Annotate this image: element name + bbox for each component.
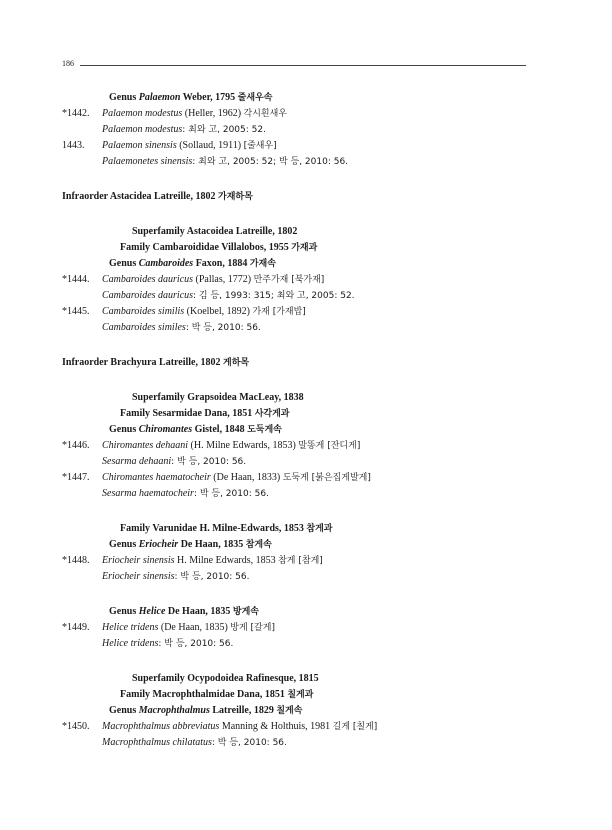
reference-citation: : 박 등, 2010: 56. <box>158 639 234 649</box>
reference-name: Cambaroides similes <box>102 322 186 333</box>
reference-name: Eriocheir sinensis <box>102 571 175 582</box>
species-name: Chiromantes dehaani <box>102 440 189 451</box>
genus-prefix: Genus <box>109 705 139 716</box>
reference-citation: : 최와 고, 2005: 52. <box>182 125 266 135</box>
species-number: *1442. <box>62 108 90 119</box>
species-korean-name: 만주가재 [북가재] <box>253 275 325 285</box>
genus-name: Palaemon <box>138 92 181 103</box>
species-number: *1444. <box>62 274 90 285</box>
infraorder-korean-name: 게하목 <box>223 358 250 368</box>
family-name: Family Cambaroididae Villalobos, 1955 <box>120 242 289 253</box>
infraorder-heading <box>62 355 532 371</box>
family-name: Family Macrophthalmidae Dana, 1851 <box>120 689 285 700</box>
species-reference <box>62 288 532 304</box>
genus-heading <box>62 604 532 620</box>
genus-heading <box>62 703 532 719</box>
reference-citation: : 최와 고, 2005: 52; 박 등, 2010: 56. <box>192 157 349 167</box>
family-name: Family Sesarmidae Dana, 1851 <box>120 408 253 419</box>
section-gap <box>62 371 532 390</box>
species-name: Palaemon modestus <box>102 108 183 119</box>
species-korean-name: 각시흰새우 <box>243 109 288 119</box>
reference-citation: : 김 등, 1993: 315; 최와 고, 2005: 52. <box>193 291 355 301</box>
section-gap <box>62 585 532 604</box>
reference-citation: : 박 등, 2010: 56. <box>185 323 261 333</box>
species-entry <box>62 620 532 636</box>
species-number: *1449. <box>62 622 90 633</box>
species-korean-name: [줄새우] <box>243 141 277 151</box>
family-korean-name: 참게과 <box>306 524 333 534</box>
infraorder-name: Infraorder Brachyura Latreille, 1802 <box>62 357 221 368</box>
genus-name: Eriocheir <box>138 539 179 550</box>
genus-prefix: Genus <box>109 606 139 617</box>
genus-heading <box>62 537 532 553</box>
species-number: *1450. <box>62 721 90 732</box>
species-entry <box>62 106 532 122</box>
section-gap <box>62 502 532 521</box>
genus-korean-name: 도둑게속 <box>247 425 282 435</box>
species-name: Palaemon sinensis <box>102 140 177 151</box>
species-body <box>102 553 323 569</box>
species-body <box>102 106 287 122</box>
species-korean-name: 말똥게 [잔디게] <box>298 441 361 451</box>
species-authority: H. Milne Edwards, 1853 <box>174 555 279 566</box>
genus-name: Chiromantes <box>138 424 193 435</box>
genus-authority: Gistel, 1848 <box>192 424 245 435</box>
family-heading <box>62 240 532 256</box>
genus-korean-name: 줄새우속 <box>237 93 273 103</box>
genus-authority: Faxon, 1884 <box>193 258 248 269</box>
species-authority: (Heller, 1962) <box>182 108 244 119</box>
species-entry <box>62 553 532 569</box>
species-reference <box>62 486 532 502</box>
reference-name: Palaemonetes sinensis <box>102 156 193 167</box>
reference-citation: : 박 등, 2010: 56. <box>211 738 287 748</box>
genus-heading <box>62 422 532 438</box>
species-korean-name: 참게 [참게] <box>278 556 323 566</box>
species-authority: (Pallas, 1772) <box>193 274 254 285</box>
genus-prefix: Genus <box>109 258 139 269</box>
reference-citation: : 박 등, 2010: 56. <box>174 572 250 582</box>
superfamily-heading: Superfamily Ocypodoidea Rafinesque, 1815 <box>132 673 319 684</box>
species-korean-name: 길게 [칠게] <box>332 722 378 732</box>
species-number: *1446. <box>62 440 90 451</box>
reference-name: Helice tridens <box>102 638 159 649</box>
genus-prefix: Genus <box>109 424 139 435</box>
species-body <box>102 304 306 320</box>
species-entry <box>62 470 532 486</box>
species-body <box>102 272 324 288</box>
family-heading <box>62 406 532 422</box>
species-name: Chiromantes haematocheir <box>102 472 211 483</box>
species-name: Cambaroides dauricus <box>102 274 194 285</box>
species-authority: (De Haan, 1833) <box>210 472 283 483</box>
species-entry <box>62 304 532 320</box>
species-korean-name: 방게 [갈게] <box>230 623 275 633</box>
superfamily-heading: Superfamily Astacoidea Latreille, 1802 <box>132 226 298 237</box>
section-gap <box>62 170 532 189</box>
genus-authority: Weber, 1795 <box>180 92 236 103</box>
genus-heading <box>62 256 532 272</box>
species-body <box>102 438 360 454</box>
species-body <box>102 620 275 636</box>
species-authority: (H. Milne Edwards, 1853) <box>188 440 299 451</box>
species-name: Macrophthalmus abbreviatus <box>102 721 220 732</box>
genus-korean-name: 칠게속 <box>276 706 303 716</box>
species-reference <box>62 735 532 751</box>
genus-authority: De Haan, 1835 <box>165 606 231 617</box>
reference-citation: : 박 등, 2010: 56. <box>171 457 247 467</box>
reference-citation: : 박 등, 2010: 56. <box>193 489 269 499</box>
species-body <box>102 719 377 735</box>
species-authority: Manning & Holthuis, 1981 <box>219 721 333 732</box>
species-entry <box>62 719 532 735</box>
species-name: Helice tridens <box>102 622 159 633</box>
genus-authority: De Haan, 1835 <box>178 539 244 550</box>
species-korean-name: 도둑게 [붉은집게발게] <box>282 473 371 483</box>
header-rule <box>80 65 526 66</box>
species-authority: (De Haan, 1835) <box>158 622 231 633</box>
reference-name: Palaemon modestus <box>102 124 183 135</box>
reference-name: Macrophthalmus chilatatus <box>102 737 212 748</box>
infraorder-name: Infraorder Astacidea Latreille, 1802 <box>62 191 216 202</box>
infraorder-heading <box>62 189 532 205</box>
species-body <box>102 470 371 486</box>
reference-name: Cambaroides dauricus <box>102 290 194 301</box>
species-reference <box>62 154 532 170</box>
family-heading <box>62 521 532 537</box>
section-gap <box>62 205 532 224</box>
infraorder-korean-name: 가재하목 <box>218 192 253 202</box>
species-entry <box>62 438 532 454</box>
species-number: 1443. <box>62 140 85 151</box>
species-number: *1447. <box>62 472 90 483</box>
species-reference <box>62 636 532 652</box>
species-name: Cambaroides similis <box>102 306 185 317</box>
family-korean-name: 칠게과 <box>287 690 314 700</box>
page-number: 186 <box>62 59 74 68</box>
taxon-list <box>62 90 532 751</box>
reference-name: Sesarma haematocheir <box>102 488 194 499</box>
species-name: Eriocheir sinensis <box>102 555 175 566</box>
genus-heading <box>62 90 532 106</box>
genus-korean-name: 가재속 <box>249 259 276 269</box>
genus-name: Cambaroides <box>138 258 194 269</box>
section-gap <box>62 652 532 671</box>
reference-name: Sesarma dehaani <box>102 456 172 467</box>
genus-prefix: Genus <box>109 92 139 103</box>
genus-prefix: Genus <box>109 539 139 550</box>
superfamily-heading: Superfamily Grapsoidea MacLeay, 1838 <box>132 392 304 403</box>
species-reference <box>62 320 532 336</box>
species-reference <box>62 122 532 138</box>
genus-authority: Latreille, 1829 <box>209 705 274 716</box>
species-korean-name: 가재 [가재밥] <box>252 307 306 317</box>
genus-name: Helice <box>138 606 166 617</box>
species-authority: (Koelbel, 1892) <box>184 306 253 317</box>
species-entry <box>62 272 532 288</box>
species-number: *1445. <box>62 306 90 317</box>
species-authority: (Sollaud, 1911) <box>176 140 244 151</box>
genus-korean-name: 참게속 <box>245 540 272 550</box>
species-reference <box>62 454 532 470</box>
family-name: Family Varunidae H. Milne-Edwards, 1853 <box>120 523 304 534</box>
species-number: *1448. <box>62 555 90 566</box>
species-body <box>102 138 277 154</box>
family-korean-name: 사각게과 <box>254 409 290 419</box>
section-gap <box>62 336 532 355</box>
species-entry <box>62 138 532 154</box>
family-heading <box>62 687 532 703</box>
family-korean-name: 가재과 <box>291 243 318 253</box>
genus-name: Macrophthalmus <box>138 705 210 716</box>
species-reference <box>62 569 532 585</box>
genus-korean-name: 방게속 <box>232 607 259 617</box>
